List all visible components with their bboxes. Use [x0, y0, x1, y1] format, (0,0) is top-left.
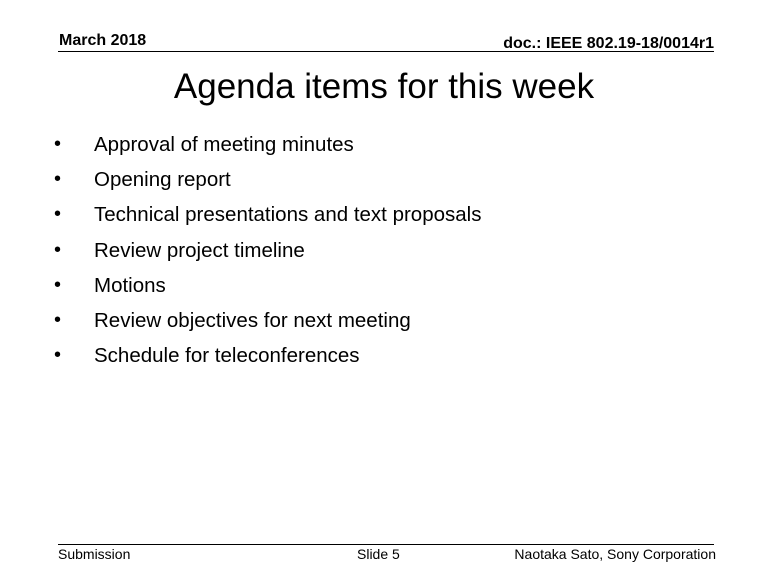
bullet-icon: •: [54, 238, 62, 261]
agenda-item-text: Technical presentations and text proposals: [94, 203, 482, 227]
footer-slide-number: Slide 5: [357, 546, 400, 562]
agenda-item-text: Opening report: [94, 168, 231, 192]
bullet-icon: •: [54, 203, 62, 226]
bullet-icon: •: [54, 273, 62, 296]
header-date: March 2018: [59, 32, 147, 49]
agenda-item-text: Schedule for teleconferences: [94, 344, 360, 368]
footer-author: Naotaka Sato, Sony Corporation: [514, 546, 716, 562]
bullet-icon: •: [54, 133, 62, 155]
footer-submission: Submission: [58, 546, 131, 562]
agenda-item-text: Approval of meeting minutes: [94, 133, 354, 156]
bullet-icon: •: [54, 308, 62, 331]
header-doc-id: doc.: IEEE 802.19-18/0014r1: [503, 35, 714, 52]
header-divider: [58, 51, 714, 52]
bullet-icon: •: [54, 344, 62, 367]
agenda-item-text: Review project timeline: [94, 238, 305, 262]
bullet-icon: •: [54, 168, 62, 191]
slide-title: Agenda items for this week: [173, 67, 595, 106]
agenda-item-text: Motions: [94, 273, 166, 297]
agenda-item-text: Review objectives for next meeting: [94, 308, 411, 332]
